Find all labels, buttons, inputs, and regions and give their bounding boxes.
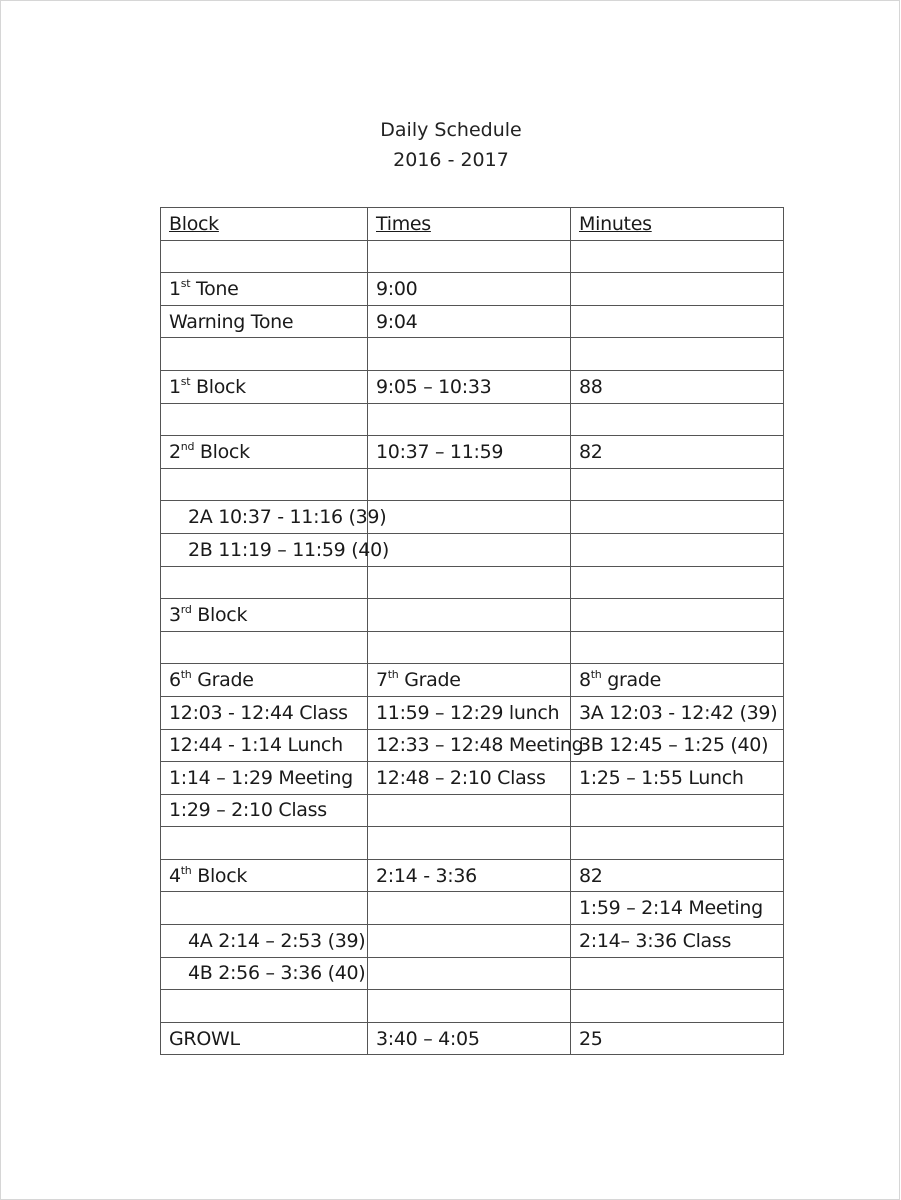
table-cell-minutes [571, 762, 784, 795]
table-row [161, 664, 784, 697]
table-row [161, 533, 784, 566]
header-cell-minutes: Minutes [571, 208, 784, 241]
table-row [161, 599, 784, 632]
cell-text: 2B 11:19 – 11:59 (40) [188, 538, 389, 561]
cell-text: 1:14 – 1:29 Meeting [169, 766, 353, 789]
table-cell-minutes [571, 599, 784, 632]
table-row [161, 403, 784, 436]
cell-text: 4B 2:56 – 3:36 (40) [188, 962, 366, 985]
table-cell-times [368, 338, 571, 371]
table-row [161, 566, 784, 599]
table-cell-minutes [571, 370, 784, 403]
cell-text: 12:44 - 1:14 Lunch [169, 734, 343, 757]
cell-text: 3rd Block [169, 602, 248, 626]
table-cell-minutes [571, 664, 784, 697]
table-cell-block [161, 859, 368, 892]
table-row [161, 370, 784, 403]
table-cell-times [368, 631, 571, 664]
table-cell-times [368, 696, 571, 729]
document-year: 2016 - 2017 [393, 149, 509, 171]
table-cell-block [161, 338, 368, 371]
table-row [161, 305, 784, 338]
table-cell-times [368, 990, 571, 1023]
cell-text: 6th Grade [169, 668, 254, 692]
table-cell-block [161, 1022, 368, 1055]
table-cell-times [368, 305, 571, 338]
table-cell-minutes [571, 501, 784, 534]
table-row [161, 892, 784, 925]
table-cell-minutes [571, 827, 784, 860]
table-row [161, 990, 784, 1023]
table-cell-minutes [571, 436, 784, 469]
table-cell-times [368, 240, 571, 273]
table-cell-block [161, 990, 368, 1023]
table-cell-times [368, 762, 571, 795]
table-cell-times [368, 925, 571, 958]
cell-text: 12:03 - 12:44 Class [169, 701, 348, 724]
table-cell-block [161, 631, 368, 664]
table-cell-block [161, 599, 368, 632]
cell-text: 1:59 – 2:14 Meeting [579, 897, 763, 920]
table-row [161, 696, 784, 729]
table-cell-block [161, 664, 368, 697]
table-row [161, 468, 784, 501]
cell-text: GROWL [169, 1027, 240, 1050]
table-row [161, 273, 784, 306]
table-cell-times [368, 827, 571, 860]
table-row [161, 729, 784, 762]
ordinal-suffix: th [387, 668, 399, 682]
table-cell-block [161, 240, 368, 273]
table-cell-minutes [571, 533, 784, 566]
cell-text: 1:29 – 2:10 Class [169, 799, 327, 822]
table-row [161, 794, 784, 827]
table-row [161, 957, 784, 990]
table-cell-minutes [571, 696, 784, 729]
cell-text: 7th Grade [376, 668, 461, 692]
table-cell-minutes [571, 990, 784, 1023]
table-cell-minutes [571, 338, 784, 371]
cell-text: 3:40 – 4:05 [376, 1027, 480, 1050]
table-row [161, 762, 784, 795]
table-cell-times [368, 664, 571, 697]
cell-text: 88 [579, 375, 603, 398]
table-cell-times [368, 892, 571, 925]
table-row [161, 827, 784, 860]
table-cell-times [368, 599, 571, 632]
table-cell-minutes [571, 305, 784, 338]
ordinal-suffix: st [180, 276, 191, 290]
table-cell-minutes [571, 403, 784, 436]
table-row [161, 1022, 784, 1055]
table-cell-block [161, 403, 368, 436]
schedule-table [160, 207, 784, 1055]
table-cell-times [368, 468, 571, 501]
cell-text: 3B 12:45 – 1:25 (40) [579, 734, 769, 757]
table-cell-minutes [571, 729, 784, 762]
table-cell-minutes [571, 273, 784, 306]
table-header-row [161, 208, 784, 241]
table-cell-times [368, 859, 571, 892]
table-cell-block [161, 533, 389, 566]
table-cell-block [161, 436, 368, 469]
table-cell-times [368, 794, 571, 827]
ordinal-suffix: th [590, 668, 602, 682]
table-row [161, 436, 784, 469]
header-cell-times: Times [368, 208, 571, 241]
table-cell-block [161, 566, 368, 599]
table-cell-times [368, 729, 584, 762]
table-cell-block [161, 957, 368, 990]
cell-text: 9:00 [376, 277, 418, 300]
table-cell-times [368, 533, 571, 566]
table-cell-times [368, 566, 571, 599]
table-cell-times [368, 436, 571, 469]
ordinal-suffix: th [180, 668, 192, 682]
table-cell-minutes [571, 957, 784, 990]
table-row [161, 501, 784, 534]
table-cell-block [161, 305, 368, 338]
table-cell-minutes [571, 468, 784, 501]
table-cell-block [161, 794, 368, 827]
table-cell-minutes [571, 794, 784, 827]
table-cell-block [161, 729, 368, 762]
table-row [161, 859, 784, 892]
table-row [161, 925, 784, 958]
cell-text: 1:25 – 1:55 Lunch [579, 766, 744, 789]
cell-text: 2A 10:37 - 11:16 (39) [188, 506, 387, 529]
table-row [161, 338, 784, 371]
cell-text: 82 [579, 864, 603, 887]
table-cell-times [368, 273, 571, 306]
cell-text: 1st Block [169, 374, 246, 398]
cell-text: 4th Block [169, 863, 248, 887]
cell-text: Warning Tone [169, 310, 294, 333]
cell-text: 9:04 [376, 310, 418, 333]
cell-text: 3A 12:03 - 12:42 (39) [579, 701, 778, 724]
table-cell-times [368, 501, 571, 534]
table-cell-minutes [571, 925, 784, 958]
cell-text: 82 [579, 440, 603, 463]
table-cell-minutes [571, 892, 784, 925]
cell-text: 2:14 - 3:36 [376, 864, 477, 887]
table-cell-block [161, 696, 368, 729]
table-cell-minutes [571, 1022, 784, 1055]
table-cell-minutes [571, 566, 784, 599]
table-cell-block [161, 370, 368, 403]
table-cell-block [161, 892, 368, 925]
table-cell-block [161, 827, 368, 860]
document-title: Daily Schedule [380, 119, 522, 141]
cell-text: 8th grade [579, 668, 661, 692]
table-cell-block [161, 762, 368, 795]
cell-text: 2nd Block [169, 439, 250, 463]
table-cell-minutes [571, 631, 784, 664]
table-cell-minutes [571, 240, 784, 273]
cell-text: 12:33 – 12:48 Meeting [376, 734, 584, 757]
ordinal-suffix: rd [180, 602, 192, 616]
ordinal-suffix: st [180, 374, 191, 388]
cell-text: 25 [579, 1027, 603, 1050]
cell-text: 2:14– 3:36 Class [579, 929, 732, 952]
table-cell-times [368, 1022, 571, 1055]
table-cell-times [368, 370, 571, 403]
cell-text: 4A 2:14 – 2:53 (39) [188, 929, 366, 952]
cell-text: 1st Tone [169, 276, 239, 300]
cell-text: 11:59 – 12:29 lunch [376, 701, 560, 724]
cell-text: 12:48 – 2:10 Class [376, 766, 546, 789]
header-cell-block: Block [161, 208, 368, 241]
table-cell-times [368, 957, 571, 990]
ordinal-suffix: nd [180, 439, 195, 453]
table-cell-minutes [571, 859, 784, 892]
table-cell-times [368, 403, 571, 436]
table-cell-block [161, 468, 368, 501]
cell-text: 10:37 – 11:59 [376, 440, 504, 463]
table-row [161, 631, 784, 664]
table-cell-block [161, 925, 368, 958]
cell-text: 9:05 – 10:33 [376, 375, 492, 398]
table-cell-block [161, 273, 368, 306]
table-row [161, 240, 784, 273]
ordinal-suffix: th [180, 863, 192, 877]
table-cell-block [161, 501, 387, 534]
